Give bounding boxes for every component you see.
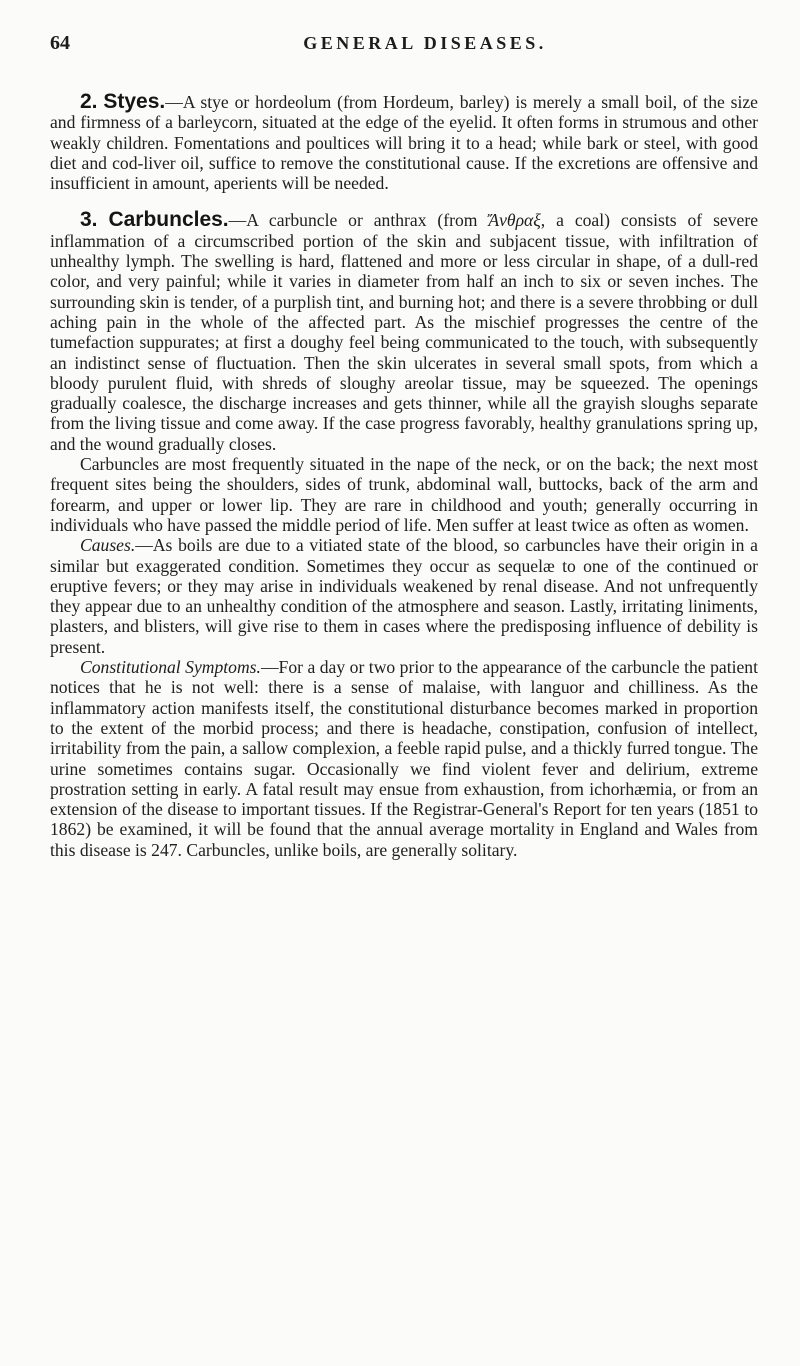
page-number: 64 (50, 32, 70, 54)
section-number: 2. (80, 90, 98, 113)
paragraph-text: —A stye or hordeolum (from Hordeum, barley) is merely a small boil, of the size and firmness of a barleycorn, situated at the edge of the eyelid. It often forms in strumous and other weakly children. Fomentations and poultices will bring it to a head; while bark or steel, with good diet and cod-liver oil, suffice to remove the constitutional cause. If the excretions are offensive and insufficient in amount, aperients will be needed. (50, 92, 758, 194)
section-title: Carbuncles. (108, 208, 229, 232)
symptoms-heading: Constitutional Symptoms. (80, 657, 261, 678)
styes-paragraph (50, 92, 758, 193)
paragraph-text: —A carbuncle or anthrax (from (228, 210, 489, 231)
paragraph-text: —For a day or two prior to the appearance of the carbuncle the patient notices that he is not well: there is a sense of malaise, with languor and chilliness. As the inflammatory action manifests itself, the constitutional disturbance becomes marked in proportion to the extent of the morbid process; and there is headache, constipation, confusion of intellect, irritability from the pain, a sallow complexion, a feeble rapid pulse, and a thickly furred tongue. The urine sometimes contains sugar. Occasionally we find violent fever and delirium, extreme prostration setting in early. A fatal result may ensue from exhaustion, from ichorhæmia, or from an extension of the disease to important tissues. If the Registrar-General's Report for ten years (1851 to 1862) be examined, it will be found that the annual average mortality in England and Wales from this disease is 247. Carbuncles, unlike boils, are generally solitary. (50, 657, 758, 860)
sites-paragraph: Carbuncles are most frequently situated in the nape of the neck, or on the back; the next most frequent sites being the shoulders, sides of trunk, abdominal wall, buttocks, back of the arm and forearm, and upper or lower lip. They are rare in childhood and youth; generally occurring in individuals who have passed the middle period of life. Men suffer at least twice as often as women. (50, 454, 758, 535)
paragraph-text: , a coal) consists of severe inflammation of a circumscribed portion of the skin and subjacent tissue, with infiltration of unhealthy lymph. The swelling is hard, flattened and more or less circular in shape, of a dull-red color, and very painful; while it varies in diameter from half an inch to six or seven inches. The surrounding skin is tender, of a purplish tint, and burning hot; and there is a severe throbbing or dull aching pain in the whole of the affected part. As the mischief progresses the centre of the tumefaction suppurates; at first a doughy feel being communicated to the touch, with subsequently an indistinct sense of fluctuation. Then the skin ulcerates in several small spots, from which a bloody purulent fluid, with shreds of sloughy areolar tissue, may be squeezed. The openings gradually coalesce, the discharge increases and gets thinner, while all the grayish sloughs separate from the living tissue and come away. If the case progress favorably, healthy granulations spring up, and the wound gradually closes. (50, 210, 759, 454)
section-carbuncles (50, 210, 758, 860)
body-text (50, 92, 758, 860)
section-styes (50, 92, 758, 193)
paragraph-text: —As boils are due to a vitiated state of the blood, so carbuncles have their origin in a similar but exaggerated condition. Sometimes they occur as sequelæ to one of the continued or eruptive fevers; or they may arise in individuals weakened by renal disease. And not unfrequently they appear due to an unhealthy condition of the atmosphere and season. Lastly, irritating liniments, plasters, and blisters, will give rise to them in cases where the predisposing influence of debility is present. (50, 535, 758, 657)
symptoms-paragraph (50, 657, 758, 860)
page-header (50, 32, 760, 56)
causes-heading: Causes. (80, 535, 136, 556)
causes-paragraph (50, 535, 758, 657)
greek-word: Ἄνθραξ (488, 210, 541, 231)
section-title: Styes. (103, 90, 166, 113)
carbuncles-paragraph (50, 210, 758, 454)
section-number: 3. (80, 208, 98, 232)
running-head: GENERAL DISEASES. (303, 33, 547, 53)
